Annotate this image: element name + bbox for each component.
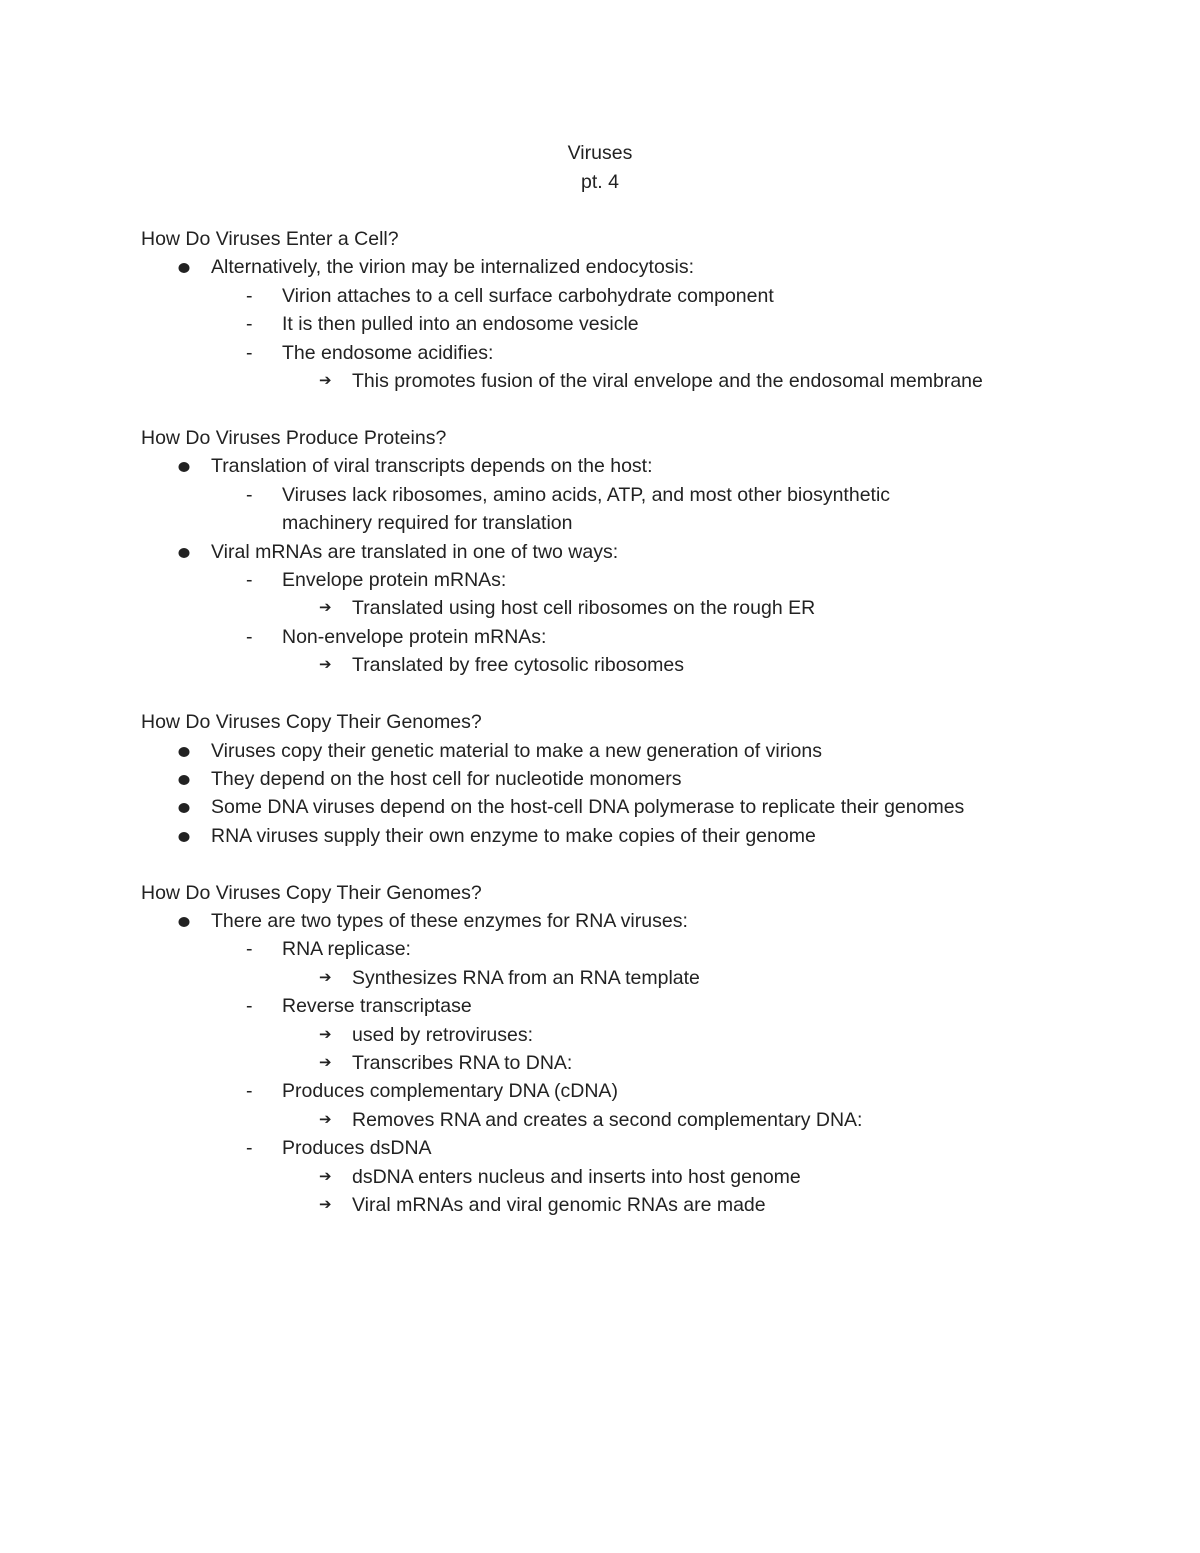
list-item-text: Viral mRNAs are translated in one of two ways:	[211, 540, 619, 563]
list-item-text: RNA replicase:	[282, 938, 411, 961]
arrow-icon: ➔	[319, 599, 332, 617]
arrow-icon: ➔	[319, 1196, 332, 1214]
list-item-level-3	[141, 1163, 1101, 1191]
list-item-text: It is then pulled into an endosome vesicle	[282, 313, 639, 336]
arrow-icon: ➔	[319, 1167, 332, 1185]
arrow-icon: ➔	[319, 1054, 332, 1072]
list-item-text: dsDNA enters nucleus and inserts into host genome	[352, 1165, 801, 1188]
list-item-text: Alternatively, the virion may be internalized endocytosis:	[211, 256, 695, 279]
list-item-text: Translated using host cell ribosomes on the rough ER	[352, 597, 816, 620]
bullet-icon	[179, 462, 190, 472]
list-item-text: Synthesizes RNA from an RNA template	[352, 966, 700, 989]
section-heading: How Do Viruses Copy Their Genomes?	[141, 881, 482, 904]
arrow-icon: ➔	[319, 656, 332, 674]
list-item-text: Transcribes RNA to DNA:	[352, 1052, 573, 1075]
page-subtitle: pt. 4	[581, 170, 619, 193]
bullet-icon	[179, 803, 190, 813]
list-item-text: Removes RNA and creates a second complementary DNA:	[352, 1108, 863, 1131]
arrow-icon: ➔	[319, 1025, 332, 1043]
notes-section	[141, 424, 1101, 680]
bullet-icon	[179, 917, 190, 927]
dash-icon: -	[246, 1137, 253, 1160]
list-item-text: Translated by free cytosolic ribosomes	[352, 654, 684, 677]
list-item-level-3	[141, 1021, 1101, 1049]
list-item-level-1	[141, 452, 1101, 480]
list-item-text: Viruses lack ribosomes, amino acids, ATP, and most other biosynthetic machinery required for translation	[282, 483, 891, 535]
notes-section	[141, 708, 1101, 850]
list-item-text: Envelope protein mRNAs:	[282, 568, 507, 591]
list-item-text: Viruses copy their genetic material to make a new generation of virions	[211, 739, 822, 762]
bullet-icon	[179, 548, 190, 558]
list-item-level-2	[141, 566, 972, 594]
bullet-icon	[179, 775, 190, 785]
list-item-text: used by retroviruses:	[352, 1023, 533, 1046]
list-item-level-3	[141, 1191, 1101, 1219]
bullet-icon	[179, 263, 190, 273]
list-item-level-1	[141, 253, 1101, 281]
list-item-text: Reverse transcriptase	[282, 995, 472, 1018]
arrow-icon: ➔	[319, 1110, 332, 1128]
list-item-text: The endosome acidifies:	[282, 341, 494, 364]
page-title: Viruses	[567, 142, 633, 164]
bullet-icon	[179, 832, 190, 842]
list-item-level-2	[141, 1134, 972, 1162]
list-item-text: They depend on the host cell for nucleotide monomers	[211, 767, 682, 790]
list-item-level-3	[141, 1049, 1101, 1077]
section-heading: How Do Viruses Copy Their Genomes?	[141, 711, 482, 734]
dash-icon: -	[246, 341, 253, 364]
list-item-level-2	[141, 1077, 972, 1105]
list-item-text: Viral mRNAs and viral genomic RNAs are made	[352, 1194, 766, 1217]
list-item-text: Some DNA viruses depend on the host-cell DNA polymerase to replicate their genomes	[211, 796, 965, 819]
list-item-level-2	[141, 935, 972, 963]
bullet-icon	[179, 747, 190, 757]
list-item-text: Produces dsDNA	[282, 1137, 432, 1160]
list-item-level-1	[141, 765, 1101, 793]
list-item-level-2	[141, 310, 972, 338]
dash-icon: -	[246, 483, 253, 506]
section-heading: How Do Viruses Produce Proteins?	[141, 426, 447, 449]
list-item-level-1	[141, 538, 1101, 566]
list-item-level-2	[141, 481, 972, 538]
arrow-icon: ➔	[319, 968, 332, 986]
list-item-level-3	[141, 651, 1101, 679]
list-item-text: Translation of viral transcripts depends on the host:	[211, 455, 653, 478]
dash-icon: -	[246, 938, 253, 961]
list-item-text: There are two types of these enzymes for RNA viruses:	[211, 910, 688, 933]
list-item-level-3	[141, 964, 1101, 992]
dash-icon: -	[246, 1080, 253, 1103]
title-block	[0, 139, 1200, 196]
list-item-level-3	[141, 367, 1101, 395]
list-item-level-2	[141, 282, 972, 310]
list-item-level-2	[141, 623, 972, 651]
list-item-text: Non-envelope protein mRNAs:	[282, 625, 547, 648]
dash-icon: -	[246, 313, 253, 336]
notes-section	[141, 225, 1101, 395]
list-item-level-3	[141, 1106, 1101, 1134]
list-item-level-1	[141, 907, 1101, 935]
dash-icon: -	[246, 625, 253, 648]
arrow-icon: ➔	[319, 372, 332, 390]
list-item-level-1	[141, 737, 1101, 765]
list-item-text: This promotes fusion of the viral envelope and the endosomal membrane	[352, 370, 983, 393]
dash-icon: -	[246, 995, 253, 1018]
list-item-level-1	[141, 822, 1101, 850]
dash-icon: -	[246, 284, 253, 307]
list-item-level-1	[141, 793, 1101, 821]
list-item-level-2	[141, 992, 972, 1020]
list-item-text: Produces complementary DNA (cDNA)	[282, 1080, 618, 1103]
dash-icon: -	[246, 568, 253, 591]
list-item-level-2	[141, 339, 972, 367]
section-heading: How Do Viruses Enter a Cell?	[141, 228, 399, 250]
list-item-text: Virion attaches to a cell surface carbohydrate component	[282, 284, 774, 307]
list-item-text: RNA viruses supply their own enzyme to make copies of their genome	[211, 824, 816, 847]
list-item-level-3	[141, 594, 1101, 622]
notes-section	[141, 879, 1101, 1220]
notes-content	[141, 225, 1101, 1248]
